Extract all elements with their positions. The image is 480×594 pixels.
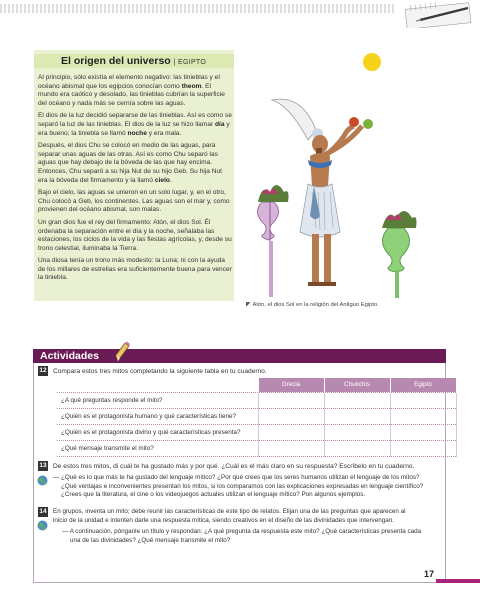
- activity-14-line: inicio de la unidad e intenten darle una respuesta mítica, siendo creativos en el diseño de las divinidades que intervengan.: [53, 516, 394, 524]
- myth-region: | EGIPTO: [173, 59, 207, 66]
- vase-left: [257, 185, 288, 297]
- row-question: ¿Qué mensaje transmite el mito?: [57, 440, 258, 456]
- sun-disc: [363, 53, 381, 71]
- cell-grecia: [258, 408, 324, 424]
- activities-title: Actividades: [40, 350, 99, 362]
- table-row: [57, 392, 456, 408]
- myth-paragraph: Después, el dios Chu se colocó en medio de las aguas, para separar unas aguas de las otras. Así es como Chu separó las aguas que hay debajo de la bóveda de las que hay encima. Entonces, Chu separó a su hija Nut de su hijo Geb. Su hija Nut era la bóveda del firmamento y la llamó cielo.: [38, 142, 223, 184]
- row-question: ¿A qué preguntas responde el mito?: [57, 392, 258, 408]
- myth-paragraph: Bajo el cielo, las aguas se unieron en un solo lugar, y, en el otro, Chu colocó a Geb, los continentes. Las aguas son el mar y, como provienen del océano abismal, son malas.: [38, 189, 230, 214]
- table-row: [57, 440, 456, 456]
- activity-14-text: [53, 508, 406, 525]
- col-egipto: Egipto: [390, 378, 456, 392]
- cell-egipto: [390, 424, 456, 440]
- aton-illustration: [246, 52, 426, 302]
- myth-keyword: theom: [181, 82, 202, 90]
- myth-keyword: día: [215, 120, 225, 128]
- activity-14-line: En grupos, inventa un mito; debe reunir las características de este tipo de relatos. Elijan una de las preguntas que aparecen al: [53, 508, 406, 515]
- table-row: [57, 424, 456, 440]
- image-caption: ◤ Atón, el dios Sol en la religión del Antiguo Egipto.: [246, 302, 379, 308]
- row-question: ¿Quién es el protagonista humano y qué características tiene?: [57, 408, 258, 424]
- cell-grecia: [258, 440, 324, 456]
- header-stripe: [0, 4, 395, 13]
- table-row: [57, 408, 456, 424]
- activity-13-line: — ¿Qué es lo que más te ha gustado del lenguaje mítico? ¿Por qué crees que los seres humanos utilizan el lenguaje de los mitos?: [53, 474, 420, 481]
- activity-14-subtext: [62, 528, 421, 545]
- cell-chukchis: [324, 408, 390, 424]
- col-grecia: Grecia: [258, 378, 324, 392]
- activity-13-lines: [53, 474, 423, 500]
- globe-icon: [37, 520, 48, 531]
- myth-keyword: cielo: [154, 176, 170, 184]
- myths-comparison-table: [57, 378, 457, 457]
- activity-13-number: 13: [39, 462, 47, 469]
- col-chukchis: Chukchis: [324, 378, 390, 392]
- vase-right: [382, 211, 417, 298]
- row-question: ¿Quién es el protagonista divino y qué características presenta?: [57, 424, 258, 440]
- myth-title: El origen del universo | EGIPTO: [61, 55, 207, 67]
- activity-12-number: 12: [39, 367, 47, 374]
- activity-14-number: 14: [39, 508, 47, 515]
- myth-paragraph: El dios de la luz decidió separarse de las tinieblas. Así es como se separó la luz de las tinieblas. El dios de la luz se hizo llamar día y era bueno; la tiniebla se llamó noche y era mala.: [38, 112, 232, 137]
- page-accent-bar: [436, 579, 480, 583]
- cell-egipto: [390, 408, 456, 424]
- activity-13-text: De estos tres mitos, di cuál te ha gustado más y por qué. ¿Cuál es el más claro en su respuesta? Escríbelo en tu cuaderno.: [53, 463, 415, 470]
- activity-14-subline: — A continuación, pónganle un título y respondan: ¿A qué pregunta da respuesta este mito? ¿Qué características presenta cada: [62, 528, 422, 535]
- activity-14-subline: una de las divinidades? ¿Qué mensaje transmite el mito?: [70, 536, 231, 544]
- myth-paragraph: Una diosa tenía un trono más modesto: la Luna; ni con la ayuda de los millares de estrellas era suficientemente buena para vencer la tiniebla.: [38, 257, 232, 282]
- cell-chukchis: [324, 440, 390, 456]
- myth-paragraph: Un gran dios fue el rey del firmamento: Atón, el dios Sol. Él ordenaba la separación entre el día y la noche, señalaba las estaciones, los ciclos de la vida y las fiestas agrícolas, y, desde su trono celestial, iluminaba la Tierra.: [38, 218, 232, 252]
- cell-egipto: [390, 392, 456, 408]
- notepad-pen-icon: [398, 2, 476, 28]
- pencil-icon: [112, 341, 132, 363]
- myth-keyword: noche: [127, 129, 147, 137]
- cell-chukchis: [324, 392, 390, 408]
- cell-egipto: [390, 440, 456, 456]
- activity-12-text: Compara estos tres mitos completando la siguiente tabla en tu cuaderno.: [53, 368, 267, 375]
- myth-body: [38, 74, 232, 283]
- table-corner: [57, 378, 258, 392]
- caption-marker: ◤: [246, 302, 251, 308]
- cell-chukchis: [324, 424, 390, 440]
- page-number: 17: [424, 569, 435, 579]
- cell-grecia: [258, 392, 324, 408]
- myth-paragraph: Al principio, sólo existía el elemento negativo: las tinieblas y el océano abismal que los egipcios conocían como theom. El mundo era caótico y desolado, las tinieblas cubrían la superficie del océano y nada más se cernía sobre las aguas.: [38, 74, 225, 107]
- activity-13-line: ¿Crees que la literatura, el cine o los videojuegos actuales utilizan el lenguaje mítico? Pon algunos ejemplos.: [61, 491, 366, 499]
- cell-grecia: [258, 424, 324, 440]
- globe-icon: [37, 475, 48, 486]
- activity-13-line: ¿Qué ventajas e inconvenientes presentan los mitos, si los comparamos con las explicaciones expresadas en lenguaje científico?: [61, 482, 424, 490]
